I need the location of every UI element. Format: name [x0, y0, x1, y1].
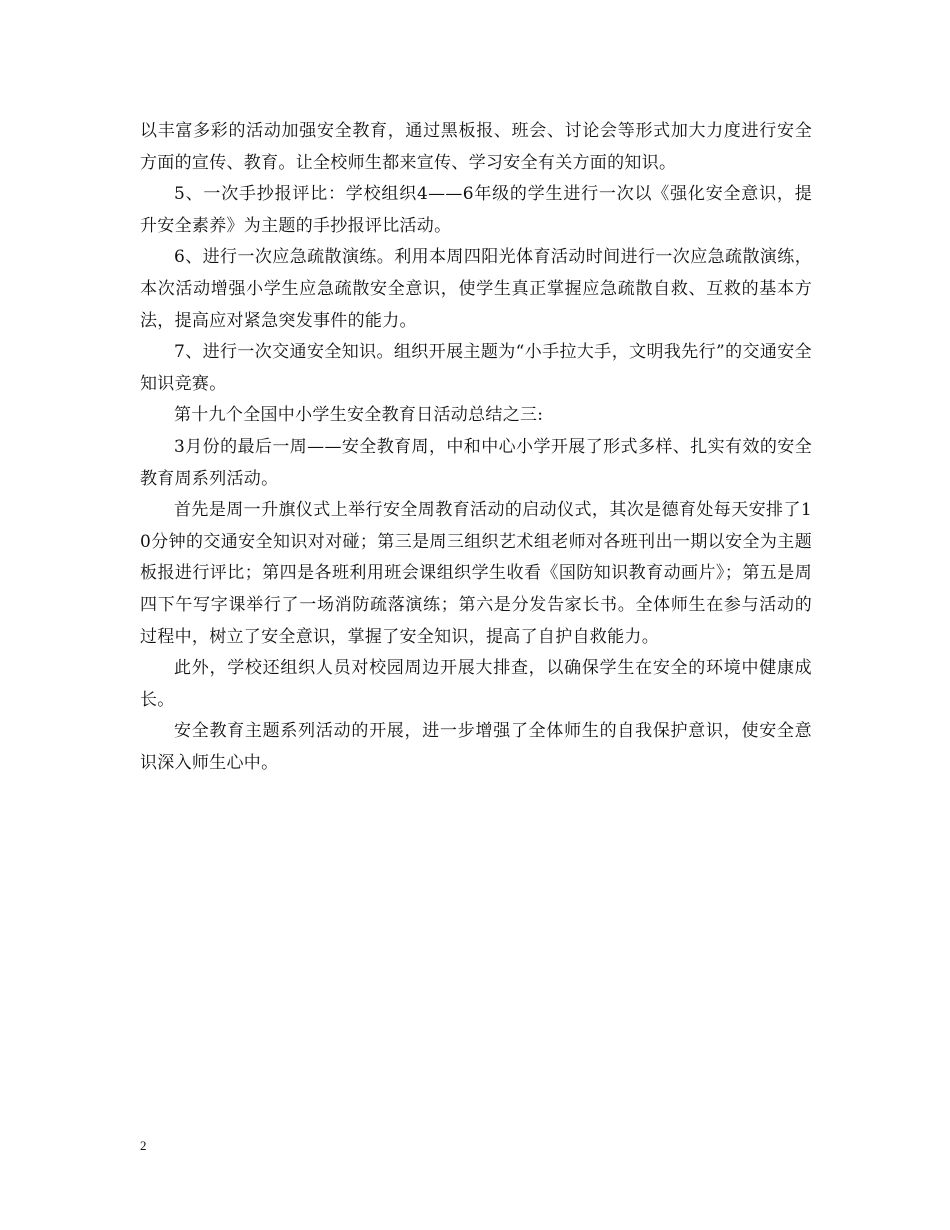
page-number: 2 [140, 1138, 147, 1153]
document-body [140, 116, 812, 779]
section-heading: 第十九个全国中小学生安全教育日活动总结之三: [174, 405, 544, 426]
paragraph-continuation: 以丰富多彩的活动加强安全教育，通过黑板报、班会、讨论会等形式加大力度进行安全方面的宣传、教育。让全校师生都来宣传、学习安全有关方面的知识。 [140, 121, 812, 173]
paragraph-activities: 首先是周一升旗仪式上举行安全周教育活动的启动仪式，其次是德育处每天安排了10分钟的交通安全知识对对碰；第三是周三组织艺术组老师对各班刊出一期以安全为主题板报进行评比；第四是各班利用班会课组织学生收看《国防知识教育动画片》；第五是周四下午写字课举行了一场消防疏落演练；第六是分发告家长书。全体师生在参与活动的过程中，树立了安全意识，掌握了安全知识，提高了自护自救能力。 [140, 500, 812, 647]
paragraph-intro: 3月份的最后一周——安全教育周，中和中心小学开展了形式多样、扎实有效的安全教育周系列活动。 [140, 436, 812, 489]
paragraph-inspection: 此外，学校还组织人员对校园周边开展大排查，以确保学生在安全的环境中健康成长。 [140, 658, 812, 710]
paragraph-item-5: 5、一次手抄报评比：学校组织4——6年级的学生进行一次以《强化安全意识，提升安全素养》为主题的手抄报评比活动。 [140, 184, 812, 236]
paragraph-item-6: 6、进行一次应急疏散演练。利用本周四阳光体育活动时间进行一次应急疏散演练，本次活动增强小学生应急疏散安全意识，使学生真正掌握应急疏散自救、互救的基本方法，提高应对紧急突发事件的能力。 [140, 247, 812, 331]
paragraph-conclusion: 安全教育主题系列活动的开展，进一步增强了全体师生的自我保护意识，使安全意识深入师生心中。 [140, 721, 812, 773]
paragraph-item-7: 7、进行一次交通安全知识。组织开展主题为“小手拉大手，文明我先行”的交通安全知识竞赛。 [140, 342, 812, 394]
